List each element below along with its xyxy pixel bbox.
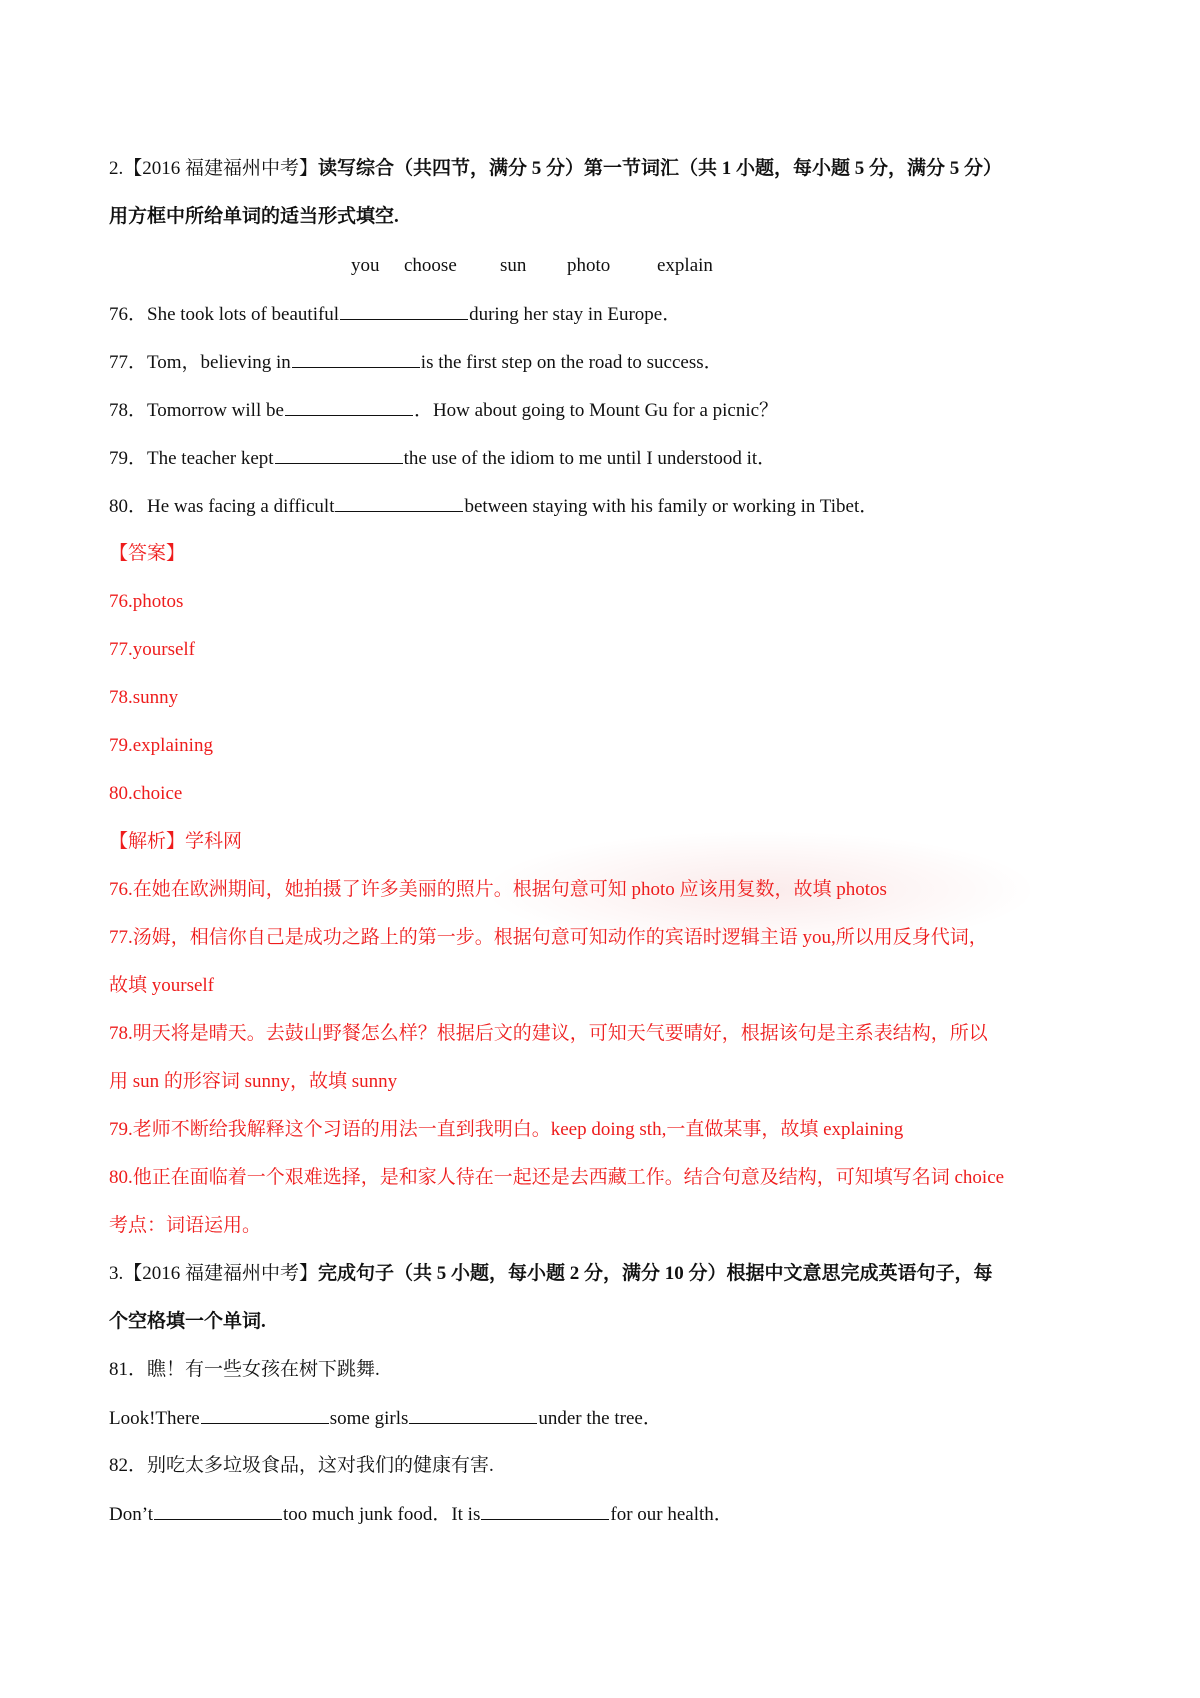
question-item-82-chinese: 82．别吃太多垃圾食品，这对我们的健康有害. — [109, 1455, 494, 1476]
analysis-line: 78.明天将是晴天。去鼓山野餐怎么样？根据后文的建议，可知天气要晴好，根据该句是主系表结构，所以 — [109, 1023, 988, 1044]
word-bank — [351, 253, 713, 279]
word-bank-item: sun — [500, 255, 527, 276]
q2-header-prefix: 2.【2016 福建福州中考】 — [109, 158, 319, 179]
question-item-79 — [109, 445, 1109, 472]
item-text: during her stay in Europe． — [469, 304, 682, 325]
analysis-line: 76.在她在欧洲期间，她拍摄了许多美丽的照片。根据句意可知 photo 应该用复数，故填 photos — [109, 879, 887, 900]
q2-instruction: 用方框中所给单词的适当形式填空. — [109, 206, 399, 227]
analysis-line: 79.老师不断给我解释这个习语的用法一直到我明白。keep doing sth,一直做某事，故填 explaining — [109, 1119, 904, 1140]
question-item-76 — [109, 301, 1109, 328]
question-item-78 — [109, 397, 1109, 424]
word-bank-item: photo — [567, 255, 611, 276]
word-bank-item: explain — [657, 255, 713, 276]
answer-blank[interactable] — [292, 349, 420, 368]
item-text: under the tree． — [538, 1408, 662, 1429]
answer-blank[interactable] — [409, 1405, 537, 1424]
item-text: the use of the idiom to me until I understood it． — [403, 448, 777, 469]
item-text: ．How about going to Mount Gu for a picnic？ — [413, 400, 779, 421]
q3-header-line2: 个空格填一个单词. — [109, 1311, 266, 1332]
question-item-80 — [109, 493, 1109, 520]
answer-blank[interactable] — [154, 1501, 282, 1520]
item-text: too much junk food．It is — [282, 1504, 481, 1525]
item-text: between staying with his family or working in Tibet． — [464, 496, 879, 517]
q3-header-prefix: 3.【2016 福建福州中考】 — [109, 1263, 319, 1284]
analysis-line: 用 sun 的形容词 sunny，故填 sunny — [109, 1071, 398, 1092]
knowledge-point: 考点：词语运用。 — [109, 1215, 262, 1236]
word-bank-item: choose — [404, 255, 457, 276]
question-item-81 — [109, 1405, 1109, 1432]
answer-line: 76.photos — [109, 591, 184, 612]
analysis-line: 77.汤姆，相信你自己是成功之路上的第一步。根据句意可知动作的宾语时逻辑主语 you,所以用反身代词， — [109, 927, 988, 948]
item-text: 76．She took lots of beautiful — [109, 304, 340, 325]
item-text: 78．Tomorrow will be — [109, 400, 284, 421]
item-text: for our health． — [610, 1504, 733, 1525]
q2-header — [109, 156, 1109, 182]
answer-blank[interactable] — [335, 493, 463, 512]
analysis-line: 80.他正在面临着一个艰难选择，是和家人待在一起还是去西藏工作。结合句意及结构，可知填写名词 choice — [109, 1167, 1005, 1188]
item-text: 77．Tom，believing in — [109, 352, 291, 373]
word-bank-item: you — [351, 255, 380, 276]
item-text: Don’t — [109, 1504, 153, 1525]
answer-title: 【答案】 — [109, 543, 186, 564]
item-text: 79．The teacher kept — [109, 448, 274, 469]
question-item-82 — [109, 1501, 1109, 1528]
answer-blank[interactable] — [201, 1405, 329, 1424]
item-text: is the first step on the road to success． — [420, 352, 723, 373]
question-item-77 — [109, 349, 1109, 376]
item-text: some girls — [329, 1408, 409, 1429]
item-text: Look!There — [109, 1408, 200, 1429]
question-item-81-chinese: 81．瞧！有一些女孩在树下跳舞. — [109, 1359, 380, 1380]
analysis-line: 故填 yourself — [109, 975, 215, 996]
answer-line: 79.explaining — [109, 735, 213, 756]
answer-line: 80.choice — [109, 783, 183, 804]
item-text: 80．He was facing a difficult — [109, 496, 335, 517]
answer-blank[interactable] — [340, 301, 468, 320]
answer-blank[interactable] — [481, 1501, 609, 1520]
analysis-title: 【解析】学科网 — [109, 831, 243, 852]
answer-line: 77.yourself — [109, 639, 196, 660]
q3-header-bold: 完成句子（共 5 小题，每小题 2 分，满分 10 分）根据中文意思完成英语句子，每 — [318, 1263, 993, 1284]
answer-blank[interactable] — [285, 397, 413, 416]
answer-blank[interactable] — [275, 445, 403, 464]
q3-header — [109, 1261, 1109, 1287]
q2-header-bold: 读写综合（共四节，满分 5 分）第一节词汇（共 1 小题，每小题 5 分，满分 5 分） — [318, 158, 1003, 179]
answer-line: 78.sunny — [109, 687, 179, 708]
